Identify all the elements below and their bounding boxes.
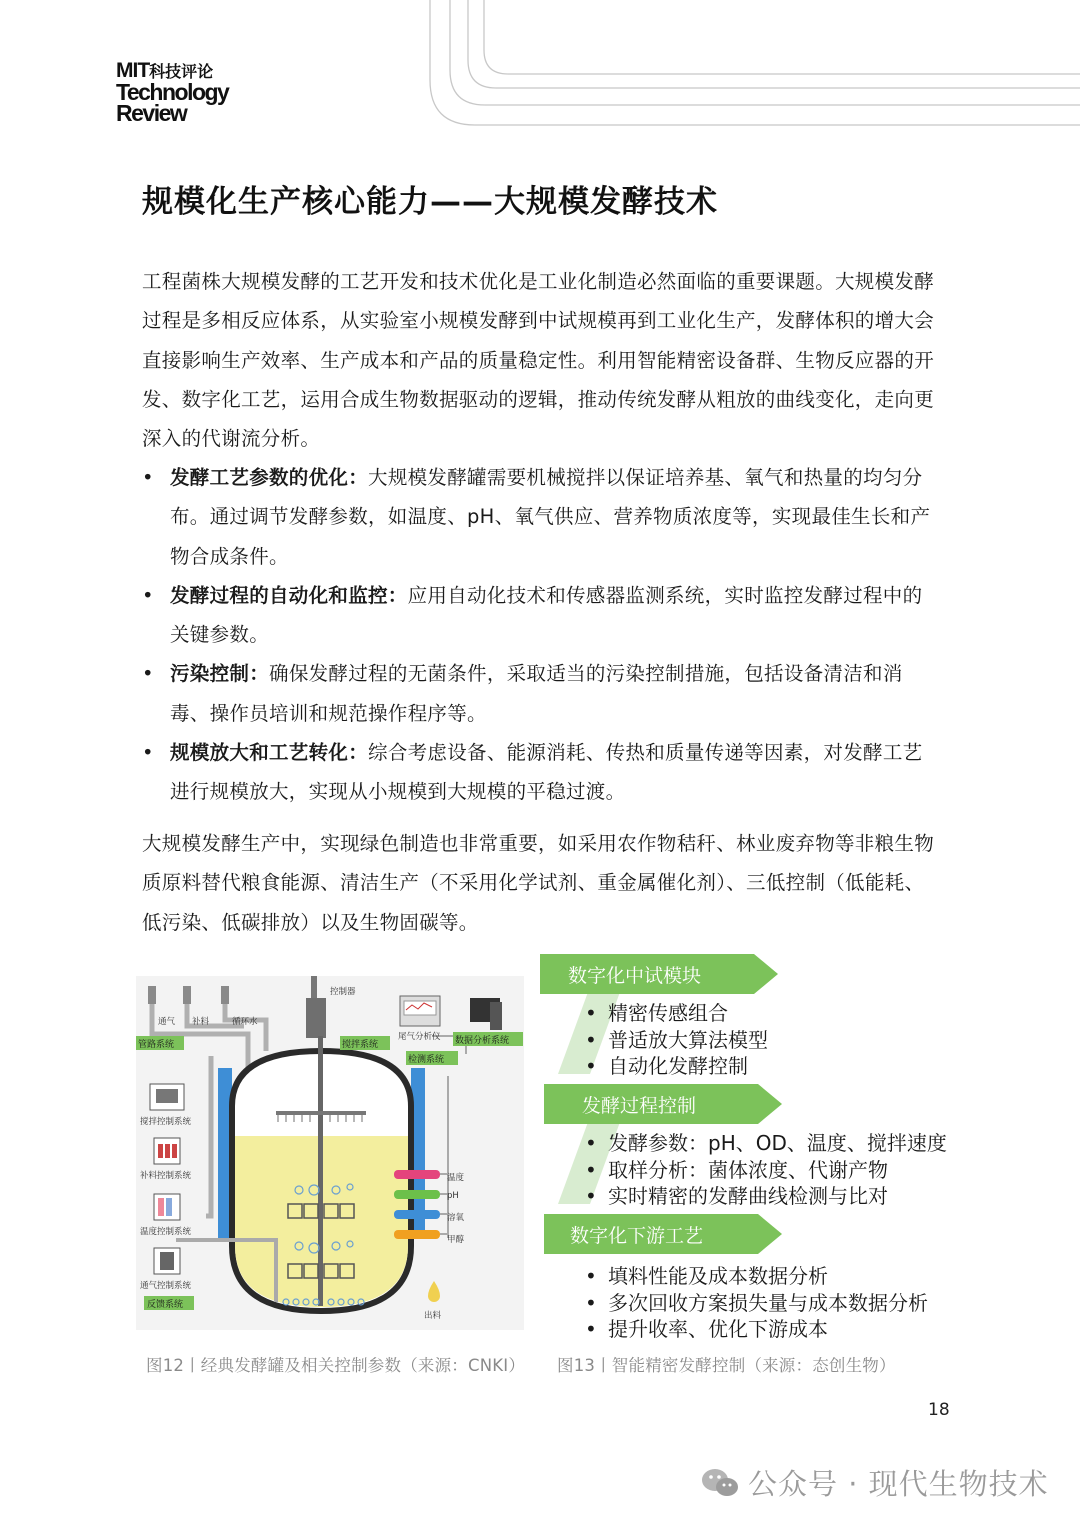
intro-paragraph: 工程菌株大规模发酵的工艺开发和技术优化是工业化制造必然面临的重要课题。大规模发酵过程是多相反应体系，从实验室小规模发酵到中试规模再到工业化生产，发酵体积的增大会直接影响生产效率、生产成本和产品的质量稳定性。利用智能精密设备群、生物反应器的开发、数字化工艺，运用合成生物数据驱动的逻辑，推动传统发酵从粗放的曲线变化，走向更深入的代谢流分析。 bbox=[142, 270, 935, 451]
section-title: 数字化下游工艺 bbox=[570, 1225, 704, 1247]
detect-system-label: 检测系统 bbox=[408, 1055, 445, 1065]
input-label: 循环水 bbox=[232, 1017, 258, 1027]
input-label: 通气 bbox=[158, 1017, 176, 1027]
watermark-text: 公众号 · 现代生物技术 bbox=[748, 1467, 1049, 1501]
sensor-label: 甲醇 bbox=[447, 1235, 465, 1245]
input-valves bbox=[148, 986, 229, 1004]
figure-12-caption: 图12丨经典发酵罐及相关控制参数（来源：CNKI） bbox=[146, 1356, 526, 1375]
stir-system-label: 搅拌系统 bbox=[342, 1040, 379, 1050]
logo-cn: 科技评论 bbox=[149, 62, 214, 81]
left-system-label: 通气控制系统 bbox=[140, 1281, 192, 1291]
watermark bbox=[700, 1462, 1049, 1503]
list-item: • 填料性能及成本数据分析 bbox=[582, 1263, 928, 1290]
list-item bbox=[142, 458, 942, 576]
list-item: • 取样分析：菌体浓度、代谢产物 bbox=[582, 1157, 947, 1184]
data-system-label: 数据分析系统 bbox=[455, 1036, 510, 1046]
section-list bbox=[582, 1000, 768, 1080]
fermenter-svg bbox=[136, 976, 524, 1330]
section-title: 发酵过程控制 bbox=[582, 1095, 697, 1117]
controller-label: 控制器 bbox=[330, 987, 356, 997]
logo-review: Review bbox=[116, 100, 187, 126]
left-system-label: 补料控制系统 bbox=[140, 1171, 192, 1181]
logo-mit: MIT bbox=[116, 59, 150, 82]
list-item: • 实时精密的发酵曲线检测与比对 bbox=[582, 1183, 947, 1210]
bullet-body: 综合考虑设备、能源消耗、传热和质量传递等因素，对发酵工艺进行规模放大，实现从小规模到大规模的平稳过渡。 bbox=[170, 741, 923, 804]
feedback-system-label: 反馈系统 bbox=[147, 1300, 184, 1310]
list-item: • 提升收率、优化下游成本 bbox=[582, 1316, 928, 1343]
list-item bbox=[142, 576, 942, 655]
list-item: • 精密传感组合 bbox=[582, 1000, 768, 1027]
logo-technology: Technology bbox=[116, 79, 229, 105]
section-list bbox=[582, 1130, 947, 1210]
section-list bbox=[582, 1263, 928, 1343]
list-item bbox=[142, 733, 942, 812]
list-item: • 普适放大算法模型 bbox=[582, 1027, 768, 1054]
list-item bbox=[142, 654, 942, 733]
list-item: • 发酵参数：pH、OD、温度、搅拌速度 bbox=[582, 1130, 947, 1157]
sensor-label: 溶氧 bbox=[447, 1213, 465, 1223]
bullet-list bbox=[142, 458, 942, 812]
page-title: 规模化生产核心能力——大规模发酵技术 bbox=[142, 184, 718, 220]
left-system-label: 温度控制系统 bbox=[140, 1227, 192, 1237]
wechat-icon bbox=[700, 1466, 740, 1500]
digital-fermentation-diagram bbox=[540, 952, 960, 1352]
droplet-icon bbox=[428, 1281, 440, 1302]
left-system-label: 搅拌控制系统 bbox=[140, 1117, 192, 1127]
list-item: • 自动化发酵控制 bbox=[582, 1053, 768, 1080]
outlet-label: 出料 bbox=[424, 1311, 442, 1321]
bullet-body: 确保发酵过程的无菌条件，采取适当的污染控制措施，包括设备清洁和消毒、操作员培训和规范操作程序等。 bbox=[170, 662, 903, 725]
green-manufacturing-paragraph: 大规模发酵生产中，实现绿色制造也非常重要，如采用农作物秸秆、林业废弃物等非粮生物质原料替代粮食能源、清洁生产（不采用化学试剂、重金属催化剂）、三低控制（低能耗、低污染、低碳排放）以及生物固碳等。 bbox=[142, 832, 935, 934]
fermenter-diagram bbox=[136, 976, 524, 1330]
bullet-heading: 发酵过程的自动化和监控： bbox=[170, 583, 408, 607]
tail-gas-analyzer-icon bbox=[400, 996, 440, 1026]
figure-13-caption: 图13丨智能精密发酵控制（来源：态创生物） bbox=[557, 1356, 896, 1375]
list-item: • 多次回收方案损失量与成本数据分析 bbox=[582, 1290, 928, 1317]
bullet-heading: 污染控制： bbox=[170, 662, 270, 686]
bullet-body: 大规模发酵罐需要机械搅拌以保证培养基、氧气和热量的均匀分布。通过调节发酵参数，如温度、pH、氧气供应、营养物质浓度等，实现最佳生长和产物合成条件。 bbox=[170, 466, 931, 568]
bullet-heading: 规模放大和工艺转化： bbox=[170, 741, 369, 765]
pipe-system-label: 管路系统 bbox=[138, 1040, 175, 1050]
mit-technology-review-logo bbox=[116, 60, 228, 124]
sensor-label: 温度 bbox=[447, 1173, 465, 1183]
input-label: 补料 bbox=[192, 1017, 210, 1027]
page-number: 18 bbox=[928, 1400, 950, 1420]
bullet-body: 应用自动化技术和传感器监测系统，实时监控发酵过程中的关键参数。 bbox=[170, 583, 923, 647]
bullet-heading: 发酵工艺参数的优化： bbox=[170, 466, 369, 489]
section-title: 数字化中试模块 bbox=[568, 965, 702, 987]
decorative-corner-lines bbox=[420, 0, 1080, 130]
tail-gas-label: 尾气分析仪 bbox=[398, 1032, 441, 1042]
sensor-label: pH bbox=[447, 1191, 459, 1201]
computer-icon bbox=[470, 998, 502, 1030]
